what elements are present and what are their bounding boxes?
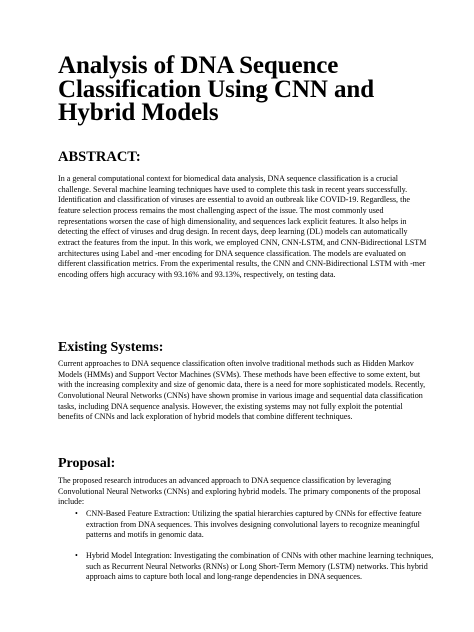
list-item [75, 551, 436, 583]
list-item [75, 509, 436, 541]
existing-systems-paragraph: Current approaches to DNA sequence classification often involve traditional methods such as Hidden Markov Models (HMMs) and Support Vector Machines (SVMs). These methods have been effective to some extent, but with the increasing complexity and size of genomic data, there is a need for more sophisticated models. Recently, Convolutional Neural Networks (CNNs) have shown promise in various image and sequential data classification tasks, including DNA sequence analysis. However, the existing systems may not fully exploit the potential benefits of CNNs and lack exploration of hybrid models that combine different techniques. [58, 359, 426, 422]
bullet-text: CNN-Based Feature Extraction: Utilizing the spatial hierarchies captured by CNNs for effective feature extraction from DNA sequences. This involves designing convolutional layers to recognize meaningful patterns and motifs in genomic data. [86, 509, 422, 540]
abstract-paragraph: In a general computational context for biomedical data analysis, DNA sequence classification is a crucial challenge. Several machine learning techniques have used to complete this task in recent years successfully. Identification and classification of viruses are essential to avoid an outbreak like COVID-19. Regardless, the feature selection process remains the most challenging aspect of the issue. The most commonly used representations worsen the case of high dimensionality, and sequences lack explicit features. It also helps in detecting the effect of viruses and drug design. In recent days, deep learning (DL) models can automatically extract the features from the input. In this work, we employed CNN, CNN-LSTM, and CNN-Bidirectional LSTM architectures using Label and -mer encoding for DNA sequence classification. The models are evaluated on different classification metrics. From the experimental results, the CNN and CNN-Bidirectional LSTM with -mer encoding offers high accuracy with 93.16% and 93.13%, respectively, on testing data. [58, 174, 427, 279]
bullet-text: Hybrid Model Integration: Investigating the combination of CNNs with other machine learning techniques, such as Recurrent Neural Networks (RNNs) or Long Short-Term Memory (LSTM) networks. This hybrid approach aims to capture both local and long-range dependencies in DNA sequences. [86, 551, 434, 582]
proposal-bullet-list-2 [75, 551, 436, 583]
bullet-icon: • [75, 551, 78, 560]
proposal-heading: Proposal: [58, 456, 116, 471]
document-title: Analysis of DNA Sequence Classification Using CNN and Hybrid Models [58, 52, 374, 126]
abstract-heading: ABSTRACT: [58, 149, 141, 165]
existing-systems-heading: Existing Systems: [58, 340, 164, 355]
proposal-bullet-list [75, 509, 436, 541]
bullet-icon: • [75, 509, 78, 518]
proposal-paragraph: The proposed research introduces an advanced approach to DNA sequence classification by leveraging Convolutional Neural Networks (CNNs) and exploring hybrid models. The primary components of the proposal include: [58, 476, 421, 507]
